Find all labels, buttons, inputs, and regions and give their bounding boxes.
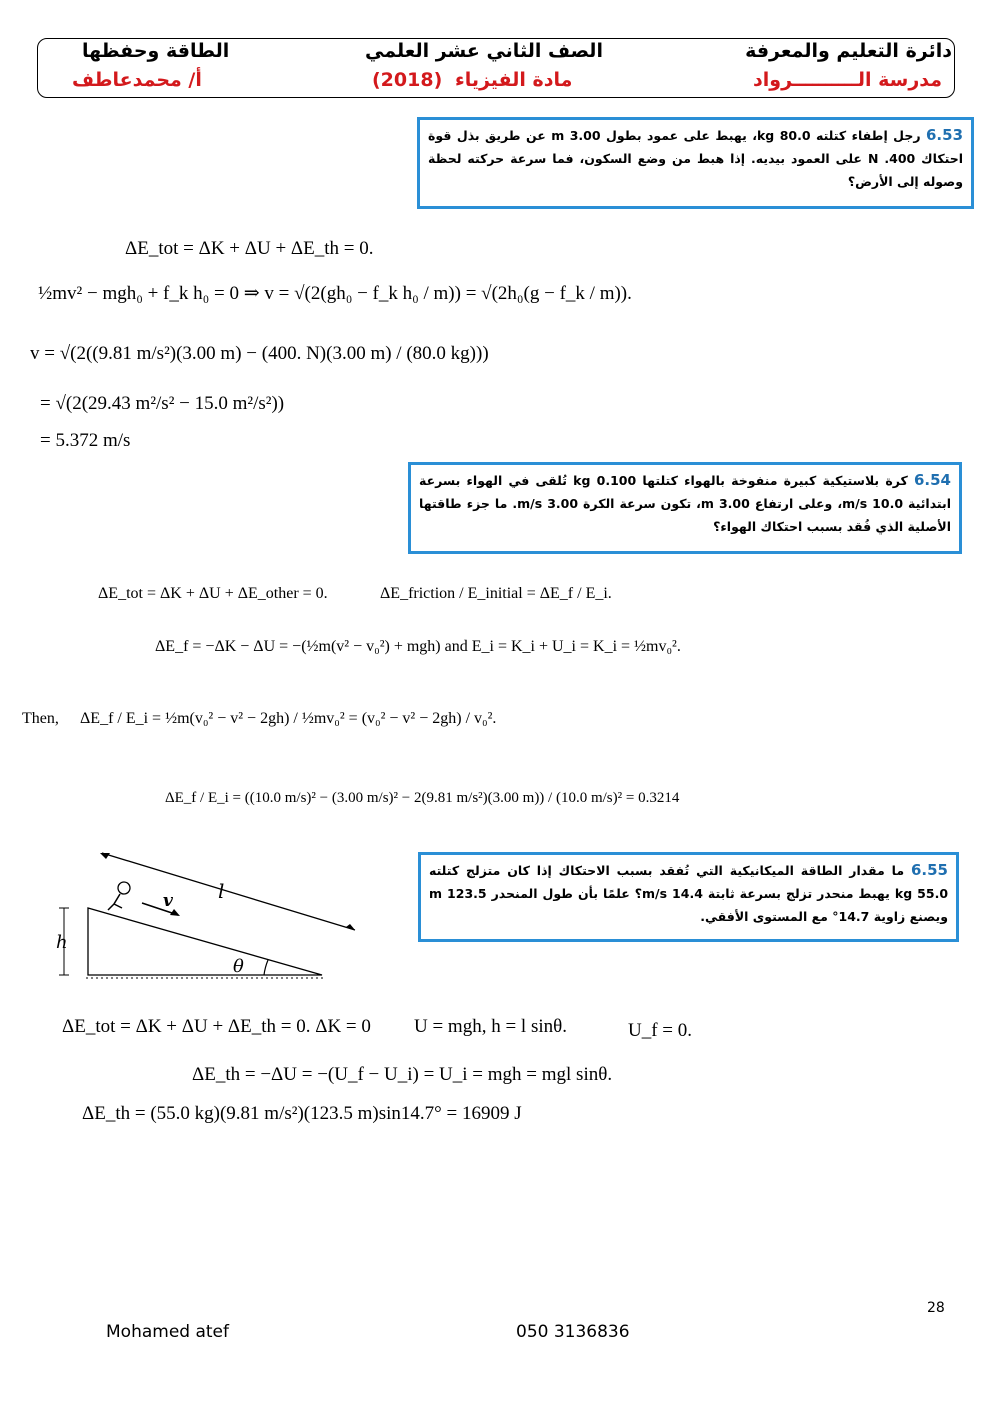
equation: ΔE_tot = ΔK + ΔU + ΔE_th = 0. ΔK = 0 bbox=[62, 1016, 371, 1037]
skier-body bbox=[108, 894, 122, 910]
dept-name: دائرة التعليم والمعرفة bbox=[745, 40, 952, 62]
page-number: 28 bbox=[927, 1300, 945, 1316]
equation: ΔE_th = −ΔU = −(U_f − U_i) = U_i = mgh = mgl sinθ. bbox=[192, 1064, 613, 1085]
equation: v = √(2((9.81 m/s²)(3.00 m) − (400. N)(3.00 m) / (80.0 kg))) bbox=[30, 343, 489, 364]
question-text: ما مقدار الطاقة الميكانيكية التي تُفقد بسبب الاحتكاك إذا كان متزلج كتلته 55.0 kg يهبط منحدر تزلج بسرعة ثابتة 14.4 m/s؟ علمًا بأن طول المنحدر 123.5 m ويصنع زاوية 14.7° مع المستوى الأفقي. bbox=[429, 863, 949, 924]
equation: ΔE_f = −ΔK − ΔU = −(½m(v² − v₀²) + mgh) and E_i = K_i + U_i = K_i = ½mv₀². bbox=[155, 638, 681, 655]
result: ΔE_th = (55.0 kg)(9.81 m/s²)(123.5 m)sin14.7° = 16909 J bbox=[82, 1103, 522, 1124]
teacher-name: أ/ محمدعاطف bbox=[72, 69, 202, 91]
question-box-654 bbox=[408, 462, 962, 554]
length-arrow-head-start bbox=[100, 853, 110, 859]
velocity-label: v bbox=[163, 891, 173, 911]
year-label: (2018) bbox=[372, 69, 443, 91]
slope-diagram bbox=[50, 848, 370, 988]
equation: U_f = 0. bbox=[628, 1020, 693, 1041]
topic-label: الطاقة وحفظها bbox=[82, 40, 230, 62]
phone-number: 050 3136836 bbox=[516, 1322, 630, 1342]
angle-label: θ bbox=[233, 956, 244, 977]
equation: ΔE_tot = ΔK + ΔU + ΔE_other = 0. bbox=[98, 585, 328, 602]
equation: ΔE_f / E_i = ½m(v₀² − v² − 2gh) / ½mv₀² = (v₀² − v² − 2gh) / v₀². bbox=[80, 710, 497, 727]
subject-label: مادة الفيزياء bbox=[455, 69, 573, 91]
author-name: Mohamed atef bbox=[106, 1322, 230, 1342]
equation: ΔE_friction / E_initial = ΔE_f / E_i. bbox=[380, 585, 612, 602]
equation: ΔE_tot = ΔK + ΔU + ΔE_th = 0. bbox=[125, 238, 374, 259]
then-label: Then, bbox=[22, 710, 59, 727]
question-text: رجل إطفاء كتلته 80.0 kg، يهبط على عمود بطول 3.00 m عن طريق بذل قوة احتكاك 400. N على العمود بيديه. إذا هبط من وضع السكون، فما سرعة حركته لحظة وصوله إلى الأرض؟ bbox=[428, 128, 963, 189]
grade-label: الصف الثاني عشر العلمي bbox=[365, 40, 603, 62]
result: = 5.372 m/s bbox=[40, 430, 131, 451]
skier-head bbox=[118, 882, 130, 894]
question-number: 6.55 bbox=[910, 861, 948, 879]
school-name: مدرسة الــــــــــرواد bbox=[753, 69, 942, 91]
angle-arc bbox=[264, 960, 268, 975]
length-arrow bbox=[102, 853, 355, 930]
equation: ½mv² − mgh₀ + f_k h₀ = 0 ⇒ v = √(2(gh₀ − f_k h₀ / m)) = √(2h₀(g − f_k / m)). bbox=[38, 283, 632, 304]
question-text: كرة بلاستيكية كبيرة منفوخة بالهواء كتلتها 0.100 kg تُلقى في الهواء بسرعة ابتدائية 10.0 m/s، وعلى ارتفاع 3.00 m، تكون سرعة الكرة 3.00 m/s. ما جزء طاقتها الأصلية الذي فُقد بسبب احتكاك الهواء؟ bbox=[419, 473, 951, 534]
height-label: h bbox=[56, 932, 68, 953]
length-label: l bbox=[218, 879, 225, 903]
question-number: 6.53 bbox=[926, 126, 964, 144]
equation: U = mgh, h = l sinθ. bbox=[414, 1016, 567, 1037]
equation: = √(2(29.43 m²/s² − 15.0 m²/s²)) bbox=[40, 393, 285, 414]
question-number: 6.54 bbox=[913, 471, 951, 489]
slope-triangle bbox=[88, 908, 322, 975]
equation: ΔE_f / E_i = ((10.0 m/s)² − (3.00 m/s)² − 2(9.81 m/s²)(3.00 m)) / (10.0 m/s)² = 0.3214 bbox=[165, 790, 680, 806]
question-box-653 bbox=[417, 117, 974, 209]
question-box-655 bbox=[418, 852, 959, 942]
